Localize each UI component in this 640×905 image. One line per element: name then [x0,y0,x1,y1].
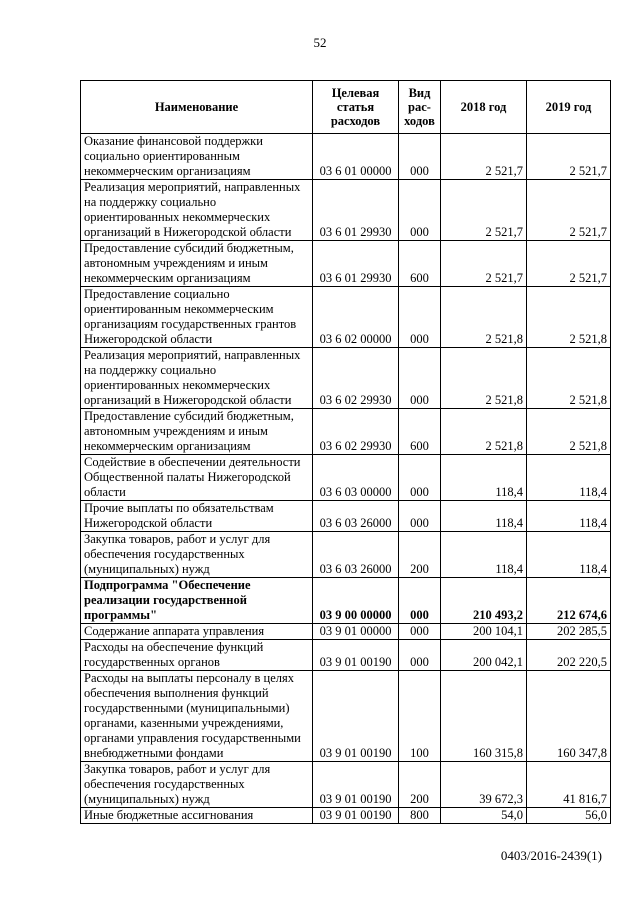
row-expense-type: 000 [399,287,441,348]
row-value-2019: 2 521,7 [527,134,611,180]
row-name: Закупка товаров, работ и услуг для обеспечения государственных (муниципальных) нужд [81,762,313,808]
table-row [81,409,611,455]
row-value-2019: 2 521,7 [527,180,611,241]
row-target-code: 03 6 02 29930 [313,409,399,455]
row-name: Прочие выплаты по обязательствам Нижегородской области [81,501,313,532]
row-value-2019: 118,4 [527,532,611,578]
row-name: Оказание финансовой поддержки социально ориентированным некоммерческим организациям [81,134,313,180]
row-target-code: 03 9 01 00000 [313,624,399,640]
row-target-code: 03 6 02 29930 [313,348,399,409]
row-name: Иные бюджетные ассигнования [81,808,313,824]
row-value-2018: 2 521,8 [441,287,527,348]
row-target-code: 03 6 03 00000 [313,455,399,501]
row-expense-type: 000 [399,348,441,409]
row-value-2019: 118,4 [527,501,611,532]
page-number: 52 [313,35,327,50]
table-row [81,455,611,501]
row-expense-type: 000 [399,134,441,180]
row-value-2018: 200 042,1 [441,640,527,671]
row-value-2018: 160 315,8 [441,671,527,762]
row-value-2018: 200 104,1 [441,624,527,640]
row-expense-type: 000 [399,455,441,501]
header-code: Целевая статья расходов [313,81,399,134]
row-value-2019: 2 521,8 [527,348,611,409]
table-header-row [81,81,611,134]
row-value-2018: 2 521,7 [441,134,527,180]
row-expense-type: 000 [399,180,441,241]
row-target-code: 03 6 03 26000 [313,501,399,532]
row-expense-type: 800 [399,808,441,824]
row-target-code: 03 9 00 00000 [313,578,399,624]
document-code: 0403/2016-2439(1) [500,848,602,863]
table-row [81,180,611,241]
row-value-2018: 118,4 [441,455,527,501]
row-value-2019: 2 521,8 [527,409,611,455]
row-name: Расходы на обеспечение функций государственных органов [81,640,313,671]
row-target-code: 03 6 01 00000 [313,134,399,180]
row-expense-type: 000 [399,578,441,624]
row-value-2019: 160 347,8 [527,671,611,762]
row-value-2018: 54,0 [441,808,527,824]
row-target-code: 03 6 03 26000 [313,532,399,578]
row-value-2018: 2 521,7 [441,180,527,241]
row-value-2018: 2 521,8 [441,409,527,455]
table-row [81,808,611,824]
header-2018: 2018 год [441,81,527,134]
row-value-2019: 2 521,8 [527,287,611,348]
row-value-2019: 212 674,6 [527,578,611,624]
row-expense-type: 000 [399,501,441,532]
budget-table [80,80,611,824]
table-row [81,241,611,287]
row-name: Реализация мероприятий, направленных на поддержку социально ориентированных некоммерческих организаций в Нижегородской области [81,180,313,241]
row-expense-type: 000 [399,624,441,640]
row-name: Предоставление субсидий бюджетным, автономным учреждениям и иным некоммерческим организациям [81,241,313,287]
row-expense-type: 000 [399,640,441,671]
row-name: Закупка товаров, работ и услуг для обеспечения государственных (муниципальных) нужд [81,532,313,578]
row-value-2019: 41 816,7 [527,762,611,808]
row-value-2018: 39 672,3 [441,762,527,808]
table-row [81,624,611,640]
table-row [81,762,611,808]
table-body [81,134,611,824]
row-name: Подпрограмма "Обеспечение реализации государственной программы" [81,578,313,624]
row-target-code: 03 6 01 29930 [313,180,399,241]
row-name: Реализация мероприятий, направленных на поддержку социально ориентированных некоммерческих организаций в Нижегородской области [81,348,313,409]
row-expense-type: 200 [399,532,441,578]
table-row [81,671,611,762]
row-name: Предоставление субсидий бюджетным, автономным учреждениям и иным некоммерческим организациям [81,409,313,455]
row-name: Содержание аппарата управления [81,624,313,640]
table-row [81,134,611,180]
header-type: Вид рас-ходов [399,81,441,134]
table-row [81,348,611,409]
row-value-2019: 202 285,5 [527,624,611,640]
row-target-code: 03 9 01 00190 [313,671,399,762]
table-row [81,287,611,348]
row-value-2018: 2 521,8 [441,348,527,409]
row-target-code: 03 9 01 00190 [313,762,399,808]
row-value-2019: 56,0 [527,808,611,824]
table-row [81,640,611,671]
row-value-2019: 2 521,7 [527,241,611,287]
row-expense-type: 100 [399,671,441,762]
row-value-2018: 2 521,7 [441,241,527,287]
row-value-2018: 118,4 [441,532,527,578]
row-target-code: 03 6 02 00000 [313,287,399,348]
row-name: Предоставление социально ориентированным некоммерческим организациям государственных грантов Нижегородской области [81,287,313,348]
row-expense-type: 200 [399,762,441,808]
row-target-code: 03 9 01 00190 [313,640,399,671]
header-2019: 2019 год [527,81,611,134]
table-row [81,532,611,578]
table-row [81,578,611,624]
row-name: Содействие в обеспечении деятельности Общественной палаты Нижегородской области [81,455,313,501]
row-value-2018: 210 493,2 [441,578,527,624]
row-expense-type: 600 [399,241,441,287]
table-row [81,501,611,532]
row-value-2019: 202 220,5 [527,640,611,671]
header-name: Наименование [81,81,313,134]
row-value-2019: 118,4 [527,455,611,501]
row-target-code: 03 6 01 29930 [313,241,399,287]
row-target-code: 03 9 01 00190 [313,808,399,824]
row-expense-type: 600 [399,409,441,455]
row-value-2018: 118,4 [441,501,527,532]
row-name: Расходы на выплаты персоналу в целях обеспечения выполнения функций государственными (муниципальными) органами, казенными учреждениями, органами управления государственными внебюджетными фондами [81,671,313,762]
